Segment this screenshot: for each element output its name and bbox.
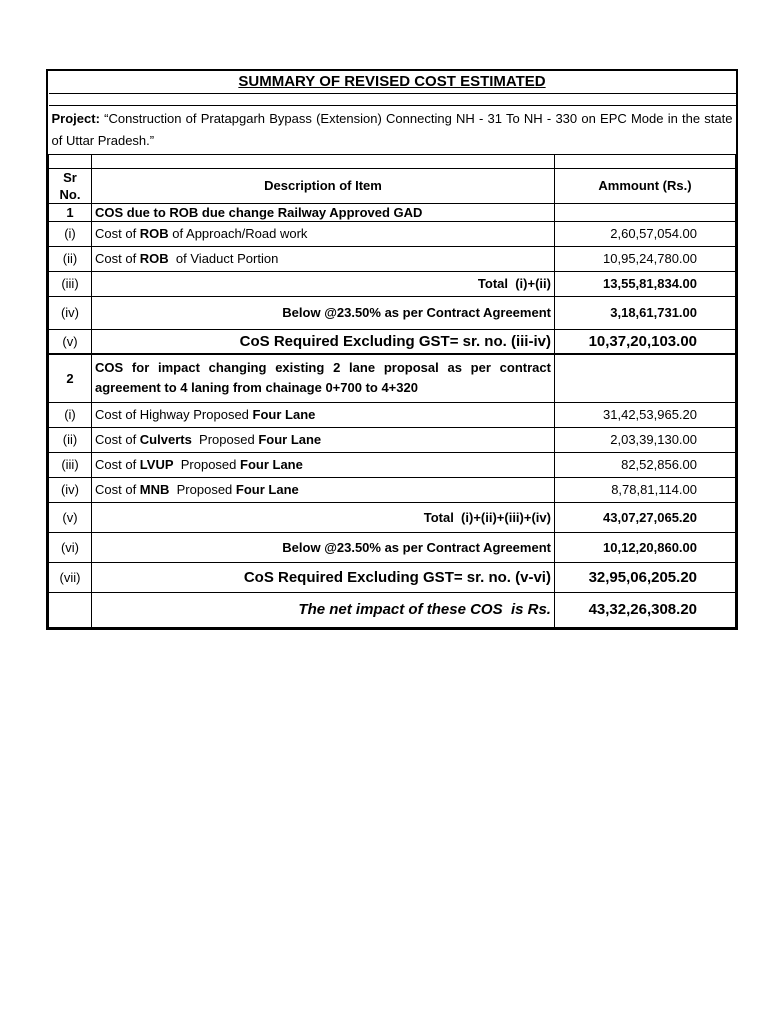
row-description (92, 477, 555, 502)
desc-text: Proposed (169, 482, 236, 497)
row-amount: 82,52,856.00 (554, 452, 735, 477)
blank-cell (554, 354, 735, 402)
blank-cell (554, 154, 735, 168)
header-description: Description of Item (92, 168, 555, 203)
total-amount: 13,55,81,834.00 (554, 271, 735, 296)
desc-bold: Four Lane (252, 407, 316, 422)
row-description (92, 452, 555, 477)
section1-sr: 1 (49, 203, 92, 221)
desc-text: Cost of (95, 226, 140, 241)
row-description (92, 427, 555, 452)
desc-text: Cost of Highway Proposed (95, 407, 253, 422)
desc-bold: LVUP (139, 457, 174, 472)
below-amount: 10,12,20,860.00 (554, 532, 735, 562)
desc-text: of Viaduct Portion (168, 251, 279, 266)
desc-text: Proposed (173, 457, 241, 472)
row-sr: (iv) (49, 296, 92, 329)
cos-amount: 10,37,20,103.00 (554, 329, 735, 354)
cos-amount: 32,95,06,205.20 (554, 562, 735, 592)
project-description (49, 105, 736, 154)
desc-bold: Four Lane (258, 432, 322, 447)
project-label: Project: (51, 110, 100, 126)
desc-text: Cost of (95, 251, 140, 266)
table-row (49, 477, 736, 502)
row-sr: (ii) (49, 427, 92, 452)
below-row (49, 532, 736, 562)
cos-label: CoS Required Excluding GST= sr. no. (iii-iv) (92, 329, 555, 354)
cos-row (49, 562, 736, 592)
header-amount: Ammount (Rs.) (554, 168, 735, 203)
row-sr: (v) (49, 502, 92, 532)
cos-label: CoS Required Excluding GST= sr. no. (v-vi) (92, 562, 555, 592)
desc-bold: ROB (139, 251, 169, 266)
desc-bold: Four Lane (240, 457, 303, 472)
row-description (92, 246, 555, 271)
header-sr-no: Sr No. (49, 168, 92, 203)
table-row (49, 221, 736, 246)
blank-cell (554, 203, 735, 221)
spacer-row (49, 93, 736, 105)
total-row (49, 502, 736, 532)
total-row (49, 271, 736, 296)
desc-text: Cost of (95, 457, 140, 472)
total-label: Total (i)+(ii)+(iii)+(iv) (92, 502, 555, 532)
table-row (49, 246, 736, 271)
table-row (49, 427, 736, 452)
below-row (49, 296, 736, 329)
desc-bold: Four Lane (235, 482, 299, 497)
desc-bold: ROB (139, 226, 169, 241)
desc-text: of Approach/Road work (168, 226, 308, 241)
cos-row (49, 329, 736, 354)
blank-cell (49, 592, 92, 627)
row-amount: 8,78,81,114.00 (554, 477, 735, 502)
blank-cell (92, 154, 555, 168)
below-amount: 3,18,61,731.00 (554, 296, 735, 329)
row-description (92, 402, 555, 427)
blank-cell (49, 154, 92, 168)
section2-sr: 2 (49, 354, 92, 402)
row-amount: 2,60,57,054.00 (554, 221, 735, 246)
row-sr: (vi) (49, 532, 92, 562)
document-title: SUMMARY OF REVISED COST ESTIMATED (49, 71, 736, 93)
row-sr: (i) (49, 402, 92, 427)
desc-text: Cost of (95, 482, 140, 497)
table-row (49, 452, 736, 477)
desc-bold: MNB (139, 482, 170, 497)
below-label: Below @23.50% as per Contract Agreement (92, 296, 555, 329)
row-sr: (v) (49, 329, 92, 354)
net-impact-amount: 43,32,26,308.20 (554, 592, 735, 627)
total-amount: 43,07,27,065.20 (554, 502, 735, 532)
row-sr: (vii) (49, 562, 92, 592)
row-sr: (iii) (49, 452, 92, 477)
row-description (92, 221, 555, 246)
row-amount: 2,03,39,130.00 (554, 427, 735, 452)
row-sr: (iv) (49, 477, 92, 502)
row-amount: 10,95,24,780.00 (554, 246, 735, 271)
table-row (49, 402, 736, 427)
net-impact-row (49, 592, 736, 627)
desc-text: Cost of (95, 432, 140, 447)
row-sr: (ii) (49, 246, 92, 271)
project-text: “Construction of Pratapgarh Bypass (Extension) Connecting NH - 31 To NH - 330 on EPC Mode in the state of Uttar Pradesh.” (51, 110, 733, 148)
section2-title: COS for impact changing existing 2 lane proposal as per contract agreement to 4 laning from chainage 0+700 to 4+320 (92, 354, 555, 402)
desc-text: Proposed (191, 432, 259, 447)
row-amount: 31,42,53,965.20 (554, 402, 735, 427)
below-label: Below @23.50% as per Contract Agreement (92, 532, 555, 562)
total-label: Total (i)+(ii) (92, 271, 555, 296)
row-sr: (iii) (49, 271, 92, 296)
section1-title: COS due to ROB due change Railway Approved GAD (92, 203, 555, 221)
desc-bold: Culverts (139, 432, 192, 447)
row-sr: (i) (49, 221, 92, 246)
cost-summary-table (48, 71, 736, 628)
cost-summary-sheet (46, 69, 738, 630)
net-impact-label: The net impact of these COS is Rs. (92, 592, 555, 627)
